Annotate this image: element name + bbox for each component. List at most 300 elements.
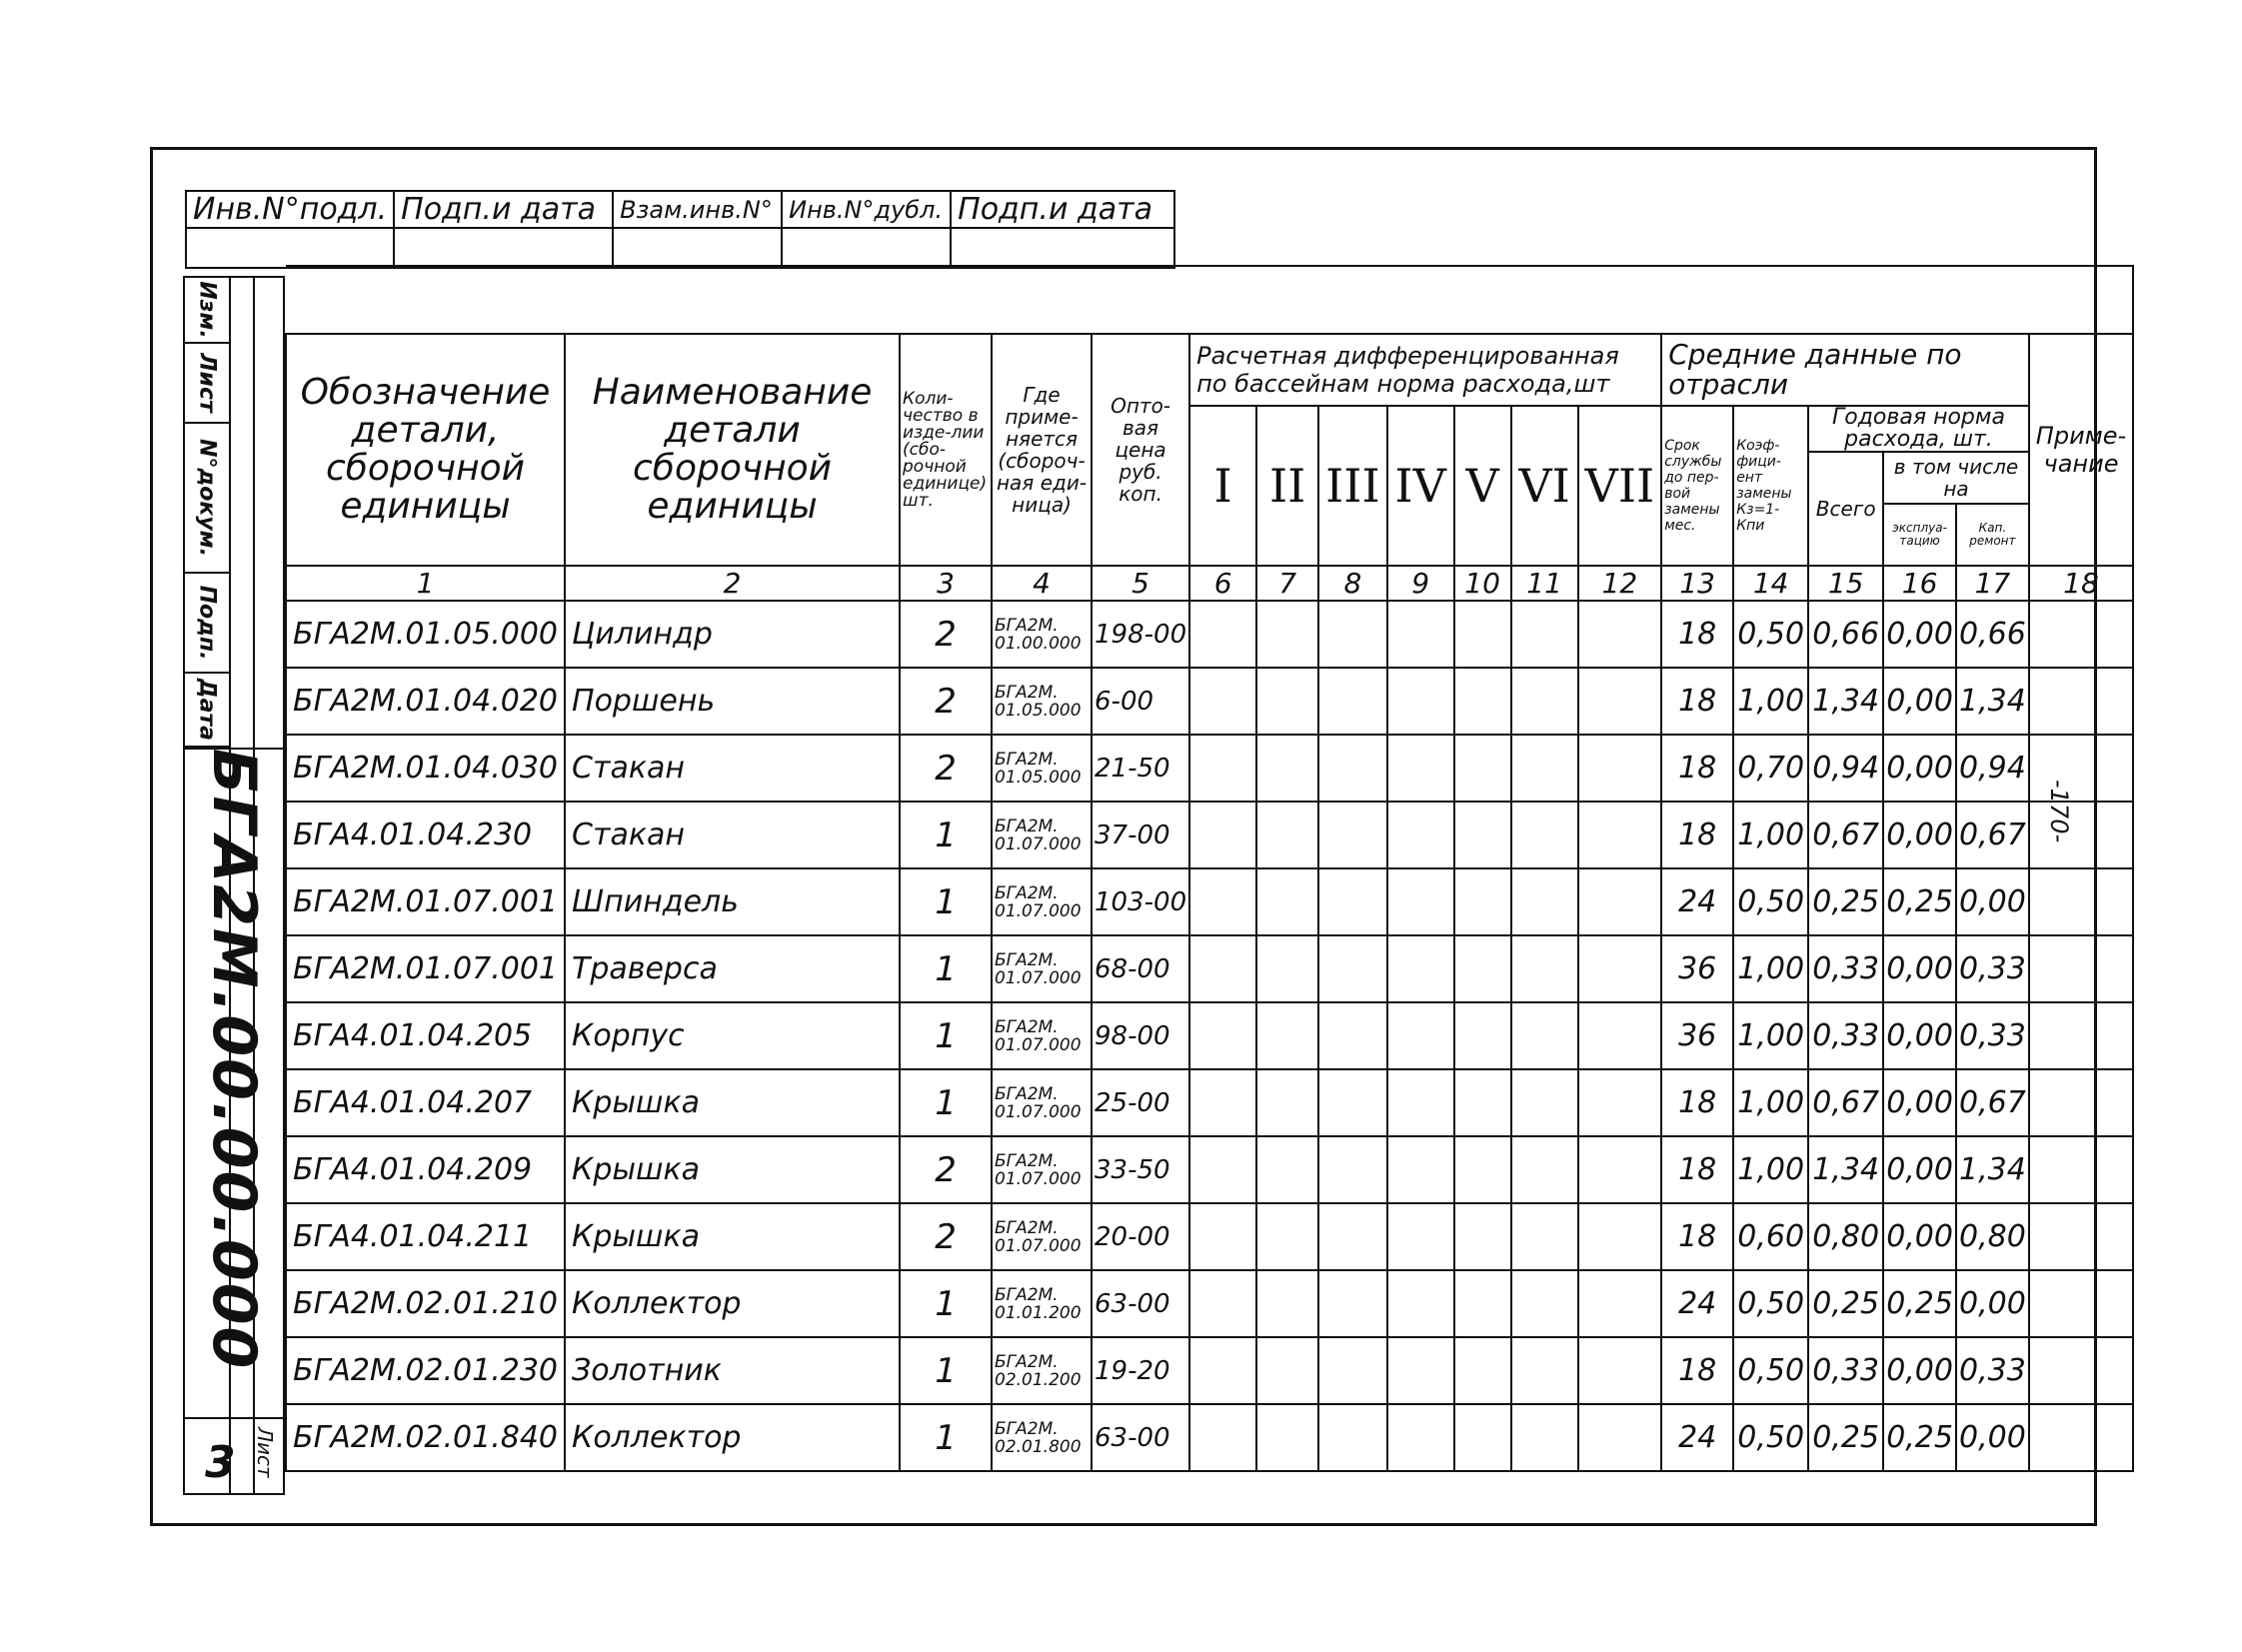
basin-6-value — [1511, 802, 1578, 868]
note — [2029, 668, 2133, 735]
quantity: 2 — [900, 668, 992, 735]
part-name: Стакан — [565, 735, 900, 802]
basin-5-value — [1454, 1270, 1511, 1337]
basin-3: III — [1318, 406, 1387, 566]
basin-5-value — [1454, 668, 1511, 735]
quantity: 1 — [900, 1404, 992, 1471]
annual-repair: 1,34 — [1956, 1136, 2029, 1203]
replacement-coef: 0,50 — [1733, 601, 1808, 668]
basin-6-value — [1511, 935, 1578, 1002]
used-in: БГА2М. 01.05.000 — [992, 668, 1092, 735]
basin-7-value — [1578, 935, 1662, 1002]
annual-repair: 1,34 — [1956, 668, 2029, 735]
replacement-coef: 1,00 — [1733, 668, 1808, 735]
annual-operation: 0,00 — [1883, 735, 1956, 802]
annual-operation: 0,00 — [1883, 1203, 1956, 1270]
annual-total: 0,33 — [1808, 935, 1883, 1002]
quantity: 1 — [900, 1270, 992, 1337]
basin-6-value — [1511, 668, 1578, 735]
basin-2-value — [1256, 1069, 1318, 1136]
quantity: 1 — [900, 1069, 992, 1136]
service-life: 18 — [1661, 802, 1733, 868]
basin-6-value — [1511, 1404, 1578, 1471]
side-cell-list — [185, 344, 229, 424]
basin-3-value — [1318, 601, 1387, 668]
basin-7-value — [1578, 735, 1662, 802]
note — [2029, 1337, 2133, 1404]
header-col16: эксплуа-тацию — [1884, 505, 1957, 565]
header-row-1 — [286, 334, 2133, 406]
replacement-coef: 0,60 — [1733, 1203, 1808, 1270]
table-row — [286, 1002, 2133, 1069]
quantity: 1 — [900, 868, 992, 935]
basin-3-value — [1318, 1136, 1387, 1203]
basin-2-value — [1256, 1404, 1318, 1471]
service-life: 24 — [1661, 1270, 1733, 1337]
annual-total: 0,33 — [1808, 1337, 1883, 1404]
annual-operation: 0,00 — [1883, 1136, 1956, 1203]
side-cell-data — [185, 674, 229, 748]
used-in: БГА2М. 02.01.800 — [992, 1404, 1092, 1471]
annual-total: 1,34 — [1808, 1136, 1883, 1203]
basin-1-value — [1189, 868, 1256, 935]
quantity: 1 — [900, 1002, 992, 1069]
annual-total: 0,66 — [1808, 601, 1883, 668]
service-life: 36 — [1661, 1002, 1733, 1069]
basin-6-value — [1511, 1002, 1578, 1069]
quantity: 2 — [900, 601, 992, 668]
part-code: БГА2М.02.01.840 — [286, 1404, 565, 1471]
basin-1: I — [1189, 406, 1256, 566]
annual-total: 1,34 — [1808, 668, 1883, 735]
header-col1: Обозначение детали, сборочной единицы — [286, 334, 565, 566]
replacement-coef: 1,00 — [1733, 1069, 1808, 1136]
part-name: Золотник — [565, 1337, 900, 1404]
basin-3-value — [1318, 668, 1387, 735]
part-name: Коллектор — [565, 1270, 900, 1337]
basin-1-value — [1189, 1136, 1256, 1203]
basin-3-value — [1318, 868, 1387, 935]
annual-repair: 0,00 — [1956, 1404, 2029, 1471]
replacement-coef: 0,50 — [1733, 1270, 1808, 1337]
replacement-coef: 0,50 — [1733, 1337, 1808, 1404]
replacement-coef: 1,00 — [1733, 1002, 1808, 1069]
wholesale-price: 6-00 — [1092, 668, 1189, 735]
annual-repair: 0,33 — [1956, 1337, 2029, 1404]
basin-4-value — [1387, 735, 1454, 802]
annual-operation: 0,25 — [1883, 1404, 1956, 1471]
annual-total: 0,33 — [1808, 1002, 1883, 1069]
quantity: 1 — [900, 935, 992, 1002]
basin-4-value — [1387, 802, 1454, 868]
col-number: 13 — [1661, 566, 1733, 601]
note — [2029, 868, 2133, 935]
basin-7-value — [1578, 802, 1662, 868]
annual-operation: 0,00 — [1883, 601, 1956, 668]
part-code: БГА2М.01.07.001 — [286, 935, 565, 1002]
basin-7-value — [1578, 1136, 1662, 1203]
basin-4: IV — [1387, 406, 1454, 566]
table-row — [286, 935, 2133, 1002]
wholesale-price: 37-00 — [1092, 802, 1189, 868]
document-number: БГА2М.00.00.000 — [199, 748, 269, 1371]
annual-repair: 0,94 — [1956, 735, 2029, 802]
annual-operation: 0,25 — [1883, 1270, 1956, 1337]
basin-5-value — [1454, 601, 1511, 668]
basin-2-value — [1256, 802, 1318, 868]
wholesale-price: 198-00 — [1092, 601, 1189, 668]
basin-2-value — [1256, 1136, 1318, 1203]
basin-3-value — [1318, 1002, 1387, 1069]
col-number: 10 — [1454, 566, 1511, 601]
annual-total: 0,80 — [1808, 1203, 1883, 1270]
basin-2: II — [1256, 406, 1318, 566]
part-code: БГА2М.02.01.230 — [286, 1337, 565, 1404]
note — [2029, 1136, 2133, 1203]
stamp-cell — [951, 228, 1174, 268]
annual-operation: 0,00 — [1883, 802, 1956, 868]
service-life: 18 — [1661, 668, 1733, 735]
wholesale-price: 19-20 — [1092, 1337, 1189, 1404]
basin-6-value — [1511, 1270, 1578, 1337]
stamp-podp-data-2: Подп.и дата — [951, 191, 1174, 228]
part-name: Крышка — [565, 1136, 900, 1203]
annual-operation: 0,00 — [1883, 1337, 1956, 1404]
basin-1-value — [1189, 802, 1256, 868]
note — [2029, 1002, 2133, 1069]
table-row — [286, 601, 2133, 668]
basin-1-value — [1189, 668, 1256, 735]
note — [2029, 1270, 2133, 1337]
table-row — [286, 668, 2133, 735]
basin-6-value — [1511, 1069, 1578, 1136]
header-col15: Всего — [1808, 452, 1883, 566]
service-life: 24 — [1661, 1404, 1733, 1471]
col-number: 5 — [1092, 566, 1189, 601]
col-number: 3 — [900, 566, 992, 601]
basin-4-value — [1387, 1203, 1454, 1270]
basin-7-value — [1578, 668, 1662, 735]
basin-3-value — [1318, 735, 1387, 802]
part-code: БГА2М.02.01.210 — [286, 1270, 565, 1337]
basin-4-value — [1387, 1069, 1454, 1136]
basin-4-value — [1387, 868, 1454, 935]
basin-3-value — [1318, 935, 1387, 1002]
col-number: 2 — [565, 566, 900, 601]
part-name: Коллектор — [565, 1404, 900, 1471]
annual-total: 0,25 — [1808, 868, 1883, 935]
header-col3: Коли-чество в изде-лии (сбо-рочной единице) шт. — [900, 334, 992, 566]
note — [2029, 802, 2133, 868]
header-avg-group: Средние данные по отрасли — [1661, 334, 2029, 406]
stamp-inv-dubl: Инв.N°дубл. — [782, 191, 951, 228]
header-col17: Кап. ремонт — [1969, 521, 2016, 548]
table-row — [286, 1203, 2133, 1270]
annual-total: 0,25 — [1808, 1270, 1883, 1337]
part-name: Шпиндель — [565, 868, 900, 935]
wholesale-price: 63-00 — [1092, 1270, 1189, 1337]
wholesale-price: 103-00 — [1092, 868, 1189, 935]
basin-7-value — [1578, 1002, 1662, 1069]
basin-5-value — [1454, 1203, 1511, 1270]
annual-operation: 0,00 — [1883, 1002, 1956, 1069]
basin-7: VII — [1578, 406, 1662, 566]
part-name: Траверса — [565, 935, 900, 1002]
basin-2-value — [1256, 868, 1318, 935]
wholesale-price: 20-00 — [1092, 1203, 1189, 1270]
annual-repair: 0,67 — [1956, 1069, 2029, 1136]
col-number: 14 — [1733, 566, 1808, 601]
service-life: 18 — [1661, 1069, 1733, 1136]
used-in: БГА2М. 01.07.000 — [992, 1203, 1092, 1270]
annual-repair: 0,00 — [1956, 868, 2029, 935]
wholesale-price: 33-50 — [1092, 1136, 1189, 1203]
basin-1-value — [1189, 1270, 1256, 1337]
quantity: 1 — [900, 802, 992, 868]
basin-2-value — [1256, 735, 1318, 802]
used-in: БГА2М. 01.07.000 — [992, 935, 1092, 1002]
basin-3-value — [1318, 1069, 1387, 1136]
basin-3-value — [1318, 1203, 1387, 1270]
basin-3-value — [1318, 802, 1387, 868]
service-life: 18 — [1661, 1203, 1733, 1270]
used-in: БГА2М. 01.07.000 — [992, 802, 1092, 868]
header-col14: Коэф-фици-ент замены Кз=1-Кпи — [1733, 406, 1808, 566]
used-in: БГА2М. 01.05.000 — [992, 735, 1092, 802]
basin-1-value — [1189, 735, 1256, 802]
note — [2029, 1069, 2133, 1136]
part-name: Крышка — [565, 1203, 900, 1270]
basin-4-value — [1387, 935, 1454, 1002]
annual-repair: 0,67 — [1956, 802, 2029, 868]
stamp-inv-podl: Инв.N°подл. — [186, 191, 394, 228]
used-in: БГА2М. 01.00.000 — [992, 601, 1092, 668]
service-life: 36 — [1661, 935, 1733, 1002]
annual-total: 0,67 — [1808, 802, 1883, 868]
basin-6-value — [1511, 868, 1578, 935]
page-number: -170- — [2045, 780, 2073, 843]
part-name: Корпус — [565, 1002, 900, 1069]
annual-repair: 0,33 — [1956, 935, 2029, 1002]
basin-7-value — [1578, 1404, 1662, 1471]
basin-1-value — [1189, 935, 1256, 1002]
basin-2-value — [1256, 668, 1318, 735]
service-life: 24 — [1661, 868, 1733, 935]
basin-1-value — [1189, 1404, 1256, 1471]
sheet-label: Лист — [253, 1427, 277, 1478]
wholesale-price: 63-00 — [1092, 1404, 1189, 1471]
annual-operation: 0,00 — [1883, 935, 1956, 1002]
header-top-row — [286, 266, 2133, 334]
wholesale-price: 25-00 — [1092, 1069, 1189, 1136]
sheet-number: 3 — [205, 1437, 236, 1488]
basin-3-value — [1318, 1404, 1387, 1471]
annual-operation: 0,00 — [1883, 668, 1956, 735]
note — [2029, 601, 2133, 668]
side-cell-izm — [185, 278, 229, 344]
basin-5-value — [1454, 1136, 1511, 1203]
basin-6-value — [1511, 1203, 1578, 1270]
basin-7-value — [1578, 868, 1662, 935]
col-number: 1 — [286, 566, 565, 601]
basin-6-value — [1511, 1136, 1578, 1203]
note — [2029, 735, 2133, 802]
stamp-cell — [782, 228, 951, 268]
used-in: БГА2М. 01.01.200 — [992, 1270, 1092, 1337]
side-cell-ndokum — [185, 424, 229, 574]
basin-1-value — [1189, 1002, 1256, 1069]
approval-stamp — [185, 190, 1175, 269]
stamp-podp-data: Подп.и дата — [394, 191, 613, 228]
header-annual-group: Годовая норма расхода, шт. — [1808, 406, 2029, 452]
quantity: 1 — [900, 1337, 992, 1404]
basin-4-value — [1387, 1270, 1454, 1337]
replacement-coef: 1,00 — [1733, 1136, 1808, 1203]
part-code: БГА4.01.04.207 — [286, 1069, 565, 1136]
quantity: 2 — [900, 735, 992, 802]
side-label-list: Лист — [194, 353, 220, 413]
basin-5-value — [1454, 868, 1511, 935]
side-cell-podp — [185, 574, 229, 674]
part-code: БГА4.01.04.230 — [286, 802, 565, 868]
part-name: Цилиндр — [565, 601, 900, 668]
replacement-coef: 0,50 — [1733, 1404, 1808, 1471]
used-in: БГА2М. 02.01.200 — [992, 1337, 1092, 1404]
part-code: БГА4.01.04.209 — [286, 1136, 565, 1203]
note — [2029, 1203, 2133, 1270]
part-code: БГА2М.01.04.020 — [286, 668, 565, 735]
table-row — [286, 735, 2133, 802]
side-label-ndokum: N°докум. — [194, 439, 220, 557]
col-number: 8 — [1318, 566, 1387, 601]
table-row — [286, 802, 2133, 868]
basin-7-value — [1578, 601, 1662, 668]
basin-1-value — [1189, 1337, 1256, 1404]
table-row — [286, 1270, 2133, 1337]
stamp-cell — [613, 228, 782, 268]
stamp-cell — [394, 228, 613, 268]
basin-7-value — [1578, 1337, 1662, 1404]
quantity: 2 — [900, 1136, 992, 1203]
replacement-coef: 0,50 — [1733, 868, 1808, 935]
side-label-podp: Подп. — [194, 585, 220, 661]
used-in: БГА2М. 01.07.000 — [992, 1069, 1092, 1136]
table-row — [286, 1069, 2133, 1136]
part-name: Крышка — [565, 1069, 900, 1136]
table-row — [286, 1136, 2133, 1203]
side-divider — [185, 1417, 287, 1419]
part-code: БГА2М.01.05.000 — [286, 601, 565, 668]
part-code: БГА2М.01.04.030 — [286, 735, 565, 802]
basin-4-value — [1387, 668, 1454, 735]
basin-5-value — [1454, 802, 1511, 868]
annual-repair: 0,80 — [1956, 1203, 2029, 1270]
replacement-coef: 0,70 — [1733, 735, 1808, 802]
basin-5-value — [1454, 1002, 1511, 1069]
service-life: 18 — [1661, 601, 1733, 668]
annual-operation: 0,00 — [1883, 1069, 1956, 1136]
basin-3-value — [1318, 1270, 1387, 1337]
header-incl-cell — [1883, 452, 2029, 566]
note — [2029, 935, 2133, 1002]
basin-2-value — [1256, 1203, 1318, 1270]
wholesale-price: 21-50 — [1092, 735, 1189, 802]
basin-1-value — [1189, 1069, 1256, 1136]
part-code: БГА4.01.04.211 — [286, 1203, 565, 1270]
table-row — [286, 1337, 2133, 1404]
basin-2-value — [1256, 935, 1318, 1002]
part-code: БГА2М.01.07.001 — [286, 868, 565, 935]
basin-6-value — [1511, 1337, 1578, 1404]
part-name: Поршень — [565, 668, 900, 735]
spec-table — [285, 265, 2134, 1472]
side-label-data: Дата — [194, 678, 220, 742]
col-number: 9 — [1387, 566, 1454, 601]
header-col5: Опто-вая цена руб. коп. — [1092, 334, 1189, 566]
basin-4-value — [1387, 1136, 1454, 1203]
basin-5-value — [1454, 935, 1511, 1002]
col-number: 6 — [1189, 566, 1256, 601]
col-number: 4 — [992, 566, 1092, 601]
basin-4-value — [1387, 1404, 1454, 1471]
replacement-coef: 1,00 — [1733, 802, 1808, 868]
basin-7-value — [1578, 1203, 1662, 1270]
header-basin-group: Расчетная дифференцированная по бассейнам норма расхода,шт — [1189, 334, 1661, 406]
col-number: 18 — [2029, 566, 2133, 601]
annual-operation: 0,25 — [1883, 868, 1956, 935]
quantity: 2 — [900, 1203, 992, 1270]
basin-2-value — [1256, 1002, 1318, 1069]
basin-6: VI — [1511, 406, 1578, 566]
basin-5-value — [1454, 1069, 1511, 1136]
col-number: 16 — [1883, 566, 1956, 601]
replacement-coef: 1,00 — [1733, 935, 1808, 1002]
basin-3-value — [1318, 1337, 1387, 1404]
stamp-vzam-inv: Взам.инв.N° — [613, 191, 782, 228]
used-in: БГА2М. 01.07.000 — [992, 1002, 1092, 1069]
header-col4: Где приме-няется (сбороч-ная еди-ница) — [992, 334, 1092, 566]
basin-7-value — [1578, 1270, 1662, 1337]
annual-repair: 0,33 — [1956, 1002, 2029, 1069]
service-life: 18 — [1661, 735, 1733, 802]
used-in: БГА2М. 01.07.000 — [992, 1136, 1092, 1203]
side-label-izm: Изм. — [194, 281, 220, 339]
annual-total: 0,67 — [1808, 1069, 1883, 1136]
basin-6-value — [1511, 735, 1578, 802]
service-life: 18 — [1661, 1337, 1733, 1404]
annual-repair: 0,00 — [1956, 1270, 2029, 1337]
basin-4-value — [1387, 1337, 1454, 1404]
part-code: БГА4.01.04.205 — [286, 1002, 565, 1069]
col-number: 12 — [1578, 566, 1662, 601]
col-number: 11 — [1511, 566, 1578, 601]
service-life: 18 — [1661, 1136, 1733, 1203]
header-incl-group: в том числе на — [1884, 453, 2028, 505]
col-number: 15 — [1808, 566, 1883, 601]
basin-5-value — [1454, 1337, 1511, 1404]
table-row — [286, 868, 2133, 935]
basin-5: V — [1454, 406, 1511, 566]
header-col2: Наименование детали сборочной единицы — [565, 334, 900, 566]
header-blank — [286, 266, 2133, 334]
basin-1-value — [1189, 601, 1256, 668]
basin-1-value — [1189, 1203, 1256, 1270]
annual-repair: 0,66 — [1956, 601, 2029, 668]
basin-5-value — [1454, 735, 1511, 802]
wholesale-price: 68-00 — [1092, 935, 1189, 1002]
basin-2-value — [1256, 1337, 1318, 1404]
basin-4-value — [1387, 601, 1454, 668]
